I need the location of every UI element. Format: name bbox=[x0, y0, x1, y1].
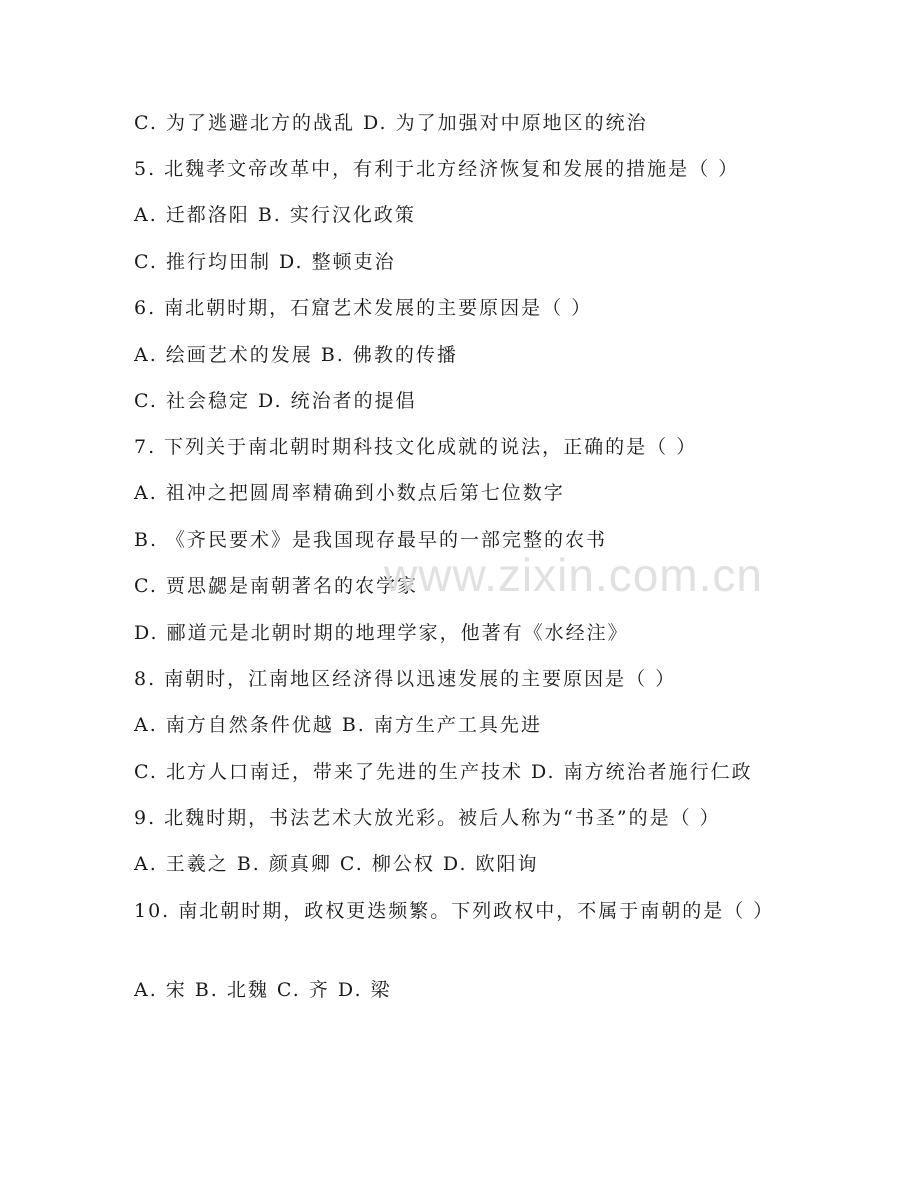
question-6: 6. 南北朝时期，石窟艺术发展的主要原因是（ ） bbox=[134, 297, 593, 319]
option-7d: D. 郦道元是北朝时期的地理学家，他著有《水经注》 bbox=[134, 622, 629, 644]
option-line-8ab: A. 南方自然条件优越 B. 南方生产工具先进 bbox=[134, 714, 542, 736]
option-line-5cd: C. 推行均田制 D. 整顿吏治 bbox=[134, 251, 396, 273]
option-line-8cd: C. 北方人口南迁，带来了先进的生产技术 D. 南方统治者施行仁政 bbox=[134, 761, 753, 783]
option-line-10: A. 宋 B. 北魏 C. 齐 D. 梁 bbox=[134, 979, 392, 1001]
question-10: 10. 南北朝时期，政权更迭频繁。下列政权中，不属于南朝的是（ ） bbox=[134, 900, 775, 922]
option-line-9: A. 王羲之 B. 颜真卿 C. 柳公权 D. 欧阳询 bbox=[134, 853, 539, 875]
question-7: 7. 下列关于南北朝时期科技文化成就的说法，正确的是（ ） bbox=[134, 436, 698, 458]
option-line-6ab: A. 绘画艺术的发展 B. 佛教的传播 bbox=[134, 344, 458, 366]
option-7a: A. 祖冲之把圆周率精确到小数点后第七位数字 bbox=[134, 482, 565, 504]
option-line-5ab: A. 迁都洛阳 B. 实行汉化政策 bbox=[134, 204, 416, 226]
question-5: 5. 北魏孝文帝改革中，有利于北方经济恢复和发展的措施是（ ） bbox=[134, 158, 740, 180]
question-8: 8. 南朝时，江南地区经济得以迅速发展的主要原因是（ ） bbox=[134, 668, 677, 690]
option-line-6cd: C. 社会稳定 D. 统治者的提倡 bbox=[134, 390, 417, 412]
question-9: 9. 北魏时期，书法艺术大放光彩。被后人称为“书圣”的是（ ） bbox=[134, 807, 721, 829]
option-7b: B. 《齐民要术》是我国现存最早的一部完整的农书 bbox=[134, 529, 608, 551]
option-line-4cd: C. 为了逃避北方的战乱 D. 为了加强对中原地区的统治 bbox=[134, 112, 648, 134]
watermark: www.zixin.com.cn bbox=[384, 549, 763, 601]
option-7c: C. 贾思勰是南朝著名的农学家 bbox=[134, 575, 418, 597]
